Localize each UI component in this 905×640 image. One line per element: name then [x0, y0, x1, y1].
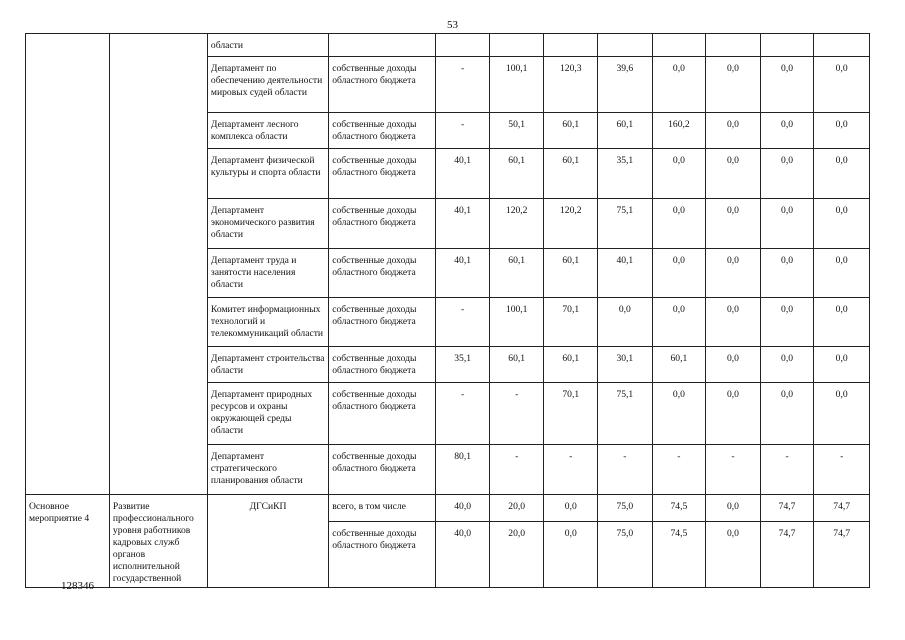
executor-cell: Департамент по обеспечению деятельности мировых судей области [207, 57, 328, 113]
value-cell [436, 34, 490, 57]
value-cell: 0,0 [814, 298, 870, 347]
value-cell: 0,0 [760, 113, 814, 149]
value-cell: 120,3 [544, 57, 598, 113]
value-cell: - [489, 445, 544, 495]
value-cell [544, 34, 598, 57]
executor-cell: области [207, 34, 328, 57]
value-cell: 40,0 [436, 521, 490, 587]
value-cell: 0,0 [706, 57, 761, 113]
value-cell: 0,0 [760, 298, 814, 347]
value-cell: 74,5 [652, 495, 706, 522]
value-cell: 60,1 [652, 347, 706, 383]
value-cell: 0,0 [814, 383, 870, 445]
value-cell: 0,0 [760, 149, 814, 199]
value-cell: 120,2 [489, 199, 544, 249]
value-cell: 0,0 [814, 149, 870, 199]
value-cell: 60,1 [544, 149, 598, 199]
value-cell: 74,7 [814, 521, 870, 587]
budget-table [25, 33, 870, 588]
value-cell: 39,6 [598, 57, 653, 113]
measure-executor-cell: ДГСиКП [207, 495, 328, 588]
value-cell: 100,1 [489, 298, 544, 347]
value-cell: 75,1 [598, 383, 653, 445]
value-cell [598, 34, 653, 57]
value-cell: 0,0 [814, 113, 870, 149]
executor-cell: Комитет информационных технологий и телекоммуникаций области [207, 298, 328, 347]
value-cell: 0,0 [652, 149, 706, 199]
source-cell: собственные доходы областного бюджета [329, 113, 436, 149]
value-cell: - [598, 445, 653, 495]
value-cell: 0,0 [760, 347, 814, 383]
source-cell: всего, в том числе [329, 495, 436, 522]
value-cell: 0,0 [544, 521, 598, 587]
executor-cell: Департамент физической культуры и спорта области [207, 149, 328, 199]
value-cell: - [814, 445, 870, 495]
value-cell: 0,0 [544, 495, 598, 522]
value-cell: - [489, 383, 544, 445]
source-cell [329, 34, 436, 57]
page-number: 53 [447, 19, 458, 31]
value-cell [489, 34, 544, 57]
value-cell: 0,0 [814, 199, 870, 249]
source-cell: собственные доходы областного бюджета [329, 347, 436, 383]
measure-description-cell: Развитие профессионального уровня работников кадровых служб органов исполнительной государственной [109, 495, 207, 588]
value-cell: 60,1 [598, 113, 653, 149]
value-cell: - [436, 57, 490, 113]
value-cell: 0,0 [706, 249, 761, 298]
value-cell [706, 34, 761, 57]
value-cell: 60,1 [544, 347, 598, 383]
value-cell: 80,1 [436, 445, 490, 495]
value-cell: 35,1 [598, 149, 653, 199]
source-cell: собственные доходы областного бюджета [329, 445, 436, 495]
value-cell: 70,1 [544, 298, 598, 347]
executor-cell: Департамент природных ресурсов и охраны окружающей среды области [207, 383, 328, 445]
value-cell: - [760, 445, 814, 495]
value-cell: - [436, 298, 490, 347]
value-cell: 0,0 [706, 383, 761, 445]
executor-cell: Департамент экономического развития области [207, 199, 328, 249]
value-cell: 0,0 [706, 149, 761, 199]
table-row [26, 34, 870, 57]
value-cell: 0,0 [652, 249, 706, 298]
table-row [26, 495, 870, 522]
value-cell: 35,1 [436, 347, 490, 383]
value-cell: - [436, 113, 490, 149]
value-cell: 0,0 [760, 383, 814, 445]
value-cell: 100,1 [489, 57, 544, 113]
value-cell: 40,1 [436, 249, 490, 298]
source-cell: собственные доходы областного бюджета [329, 249, 436, 298]
value-cell: 74,7 [760, 495, 814, 522]
value-cell: 40,1 [436, 149, 490, 199]
value-cell: 60,1 [489, 249, 544, 298]
value-cell: 0,0 [760, 249, 814, 298]
source-cell: собственные доходы областного бюджета [329, 383, 436, 445]
source-cell: собственные доходы областного бюджета [329, 521, 436, 587]
value-cell: 50,1 [489, 113, 544, 149]
value-cell: 74,7 [760, 521, 814, 587]
value-cell: 0,0 [598, 298, 653, 347]
value-cell: 0,0 [706, 521, 761, 587]
value-cell: 60,1 [489, 347, 544, 383]
value-cell: 0,0 [652, 383, 706, 445]
value-cell: - [652, 445, 706, 495]
value-cell: 60,1 [489, 149, 544, 199]
value-cell: 70,1 [544, 383, 598, 445]
value-cell: 0,0 [814, 57, 870, 113]
value-cell: 0,0 [814, 347, 870, 383]
value-cell: 0,0 [760, 199, 814, 249]
value-cell: - [436, 383, 490, 445]
value-cell: 20,0 [489, 521, 544, 587]
value-cell: 0,0 [706, 298, 761, 347]
value-cell: 40,1 [436, 199, 490, 249]
measure-title-cell: Основное мероприятие 4 [26, 495, 110, 588]
value-cell: 40,1 [598, 249, 653, 298]
value-cell: 0,0 [814, 249, 870, 298]
value-cell: 74,5 [652, 521, 706, 587]
value-cell: 60,1 [544, 113, 598, 149]
description-cell-empty [109, 34, 207, 495]
value-cell: 75,0 [598, 521, 653, 587]
executor-cell: Департамент лесного комплекса области [207, 113, 328, 149]
value-cell: - [544, 445, 598, 495]
value-cell: 0,0 [706, 347, 761, 383]
value-cell: 120,2 [544, 199, 598, 249]
value-cell: 20,0 [489, 495, 544, 522]
value-cell: 0,0 [652, 199, 706, 249]
value-cell: 30,1 [598, 347, 653, 383]
value-cell [760, 34, 814, 57]
value-cell: - [706, 445, 761, 495]
value-cell: 0,0 [706, 113, 761, 149]
source-cell: собственные доходы областного бюджета [329, 199, 436, 249]
value-cell: 0,0 [706, 495, 761, 522]
value-cell: 0,0 [760, 57, 814, 113]
value-cell: 0,0 [652, 298, 706, 347]
source-cell: собственные доходы областного бюджета [329, 57, 436, 113]
source-cell: собственные доходы областного бюджета [329, 298, 436, 347]
value-cell: 0,0 [652, 57, 706, 113]
value-cell: 75,0 [598, 495, 653, 522]
executor-cell: Департамент строительства области [207, 347, 328, 383]
value-cell: 75,1 [598, 199, 653, 249]
value-cell: 74,7 [814, 495, 870, 522]
value-cell: 0,0 [706, 199, 761, 249]
measure-title-cell-empty [26, 34, 110, 495]
value-cell: 160,2 [652, 113, 706, 149]
executor-cell: Департамент труда и занятости населения области [207, 249, 328, 298]
executor-cell: Департамент стратегического планирования области [207, 445, 328, 495]
source-cell: собственные доходы областного бюджета [329, 149, 436, 199]
value-cell: 60,1 [544, 249, 598, 298]
value-cell [652, 34, 706, 57]
value-cell [814, 34, 870, 57]
value-cell: 40,0 [436, 495, 490, 522]
document-code: 128346 [61, 580, 94, 592]
